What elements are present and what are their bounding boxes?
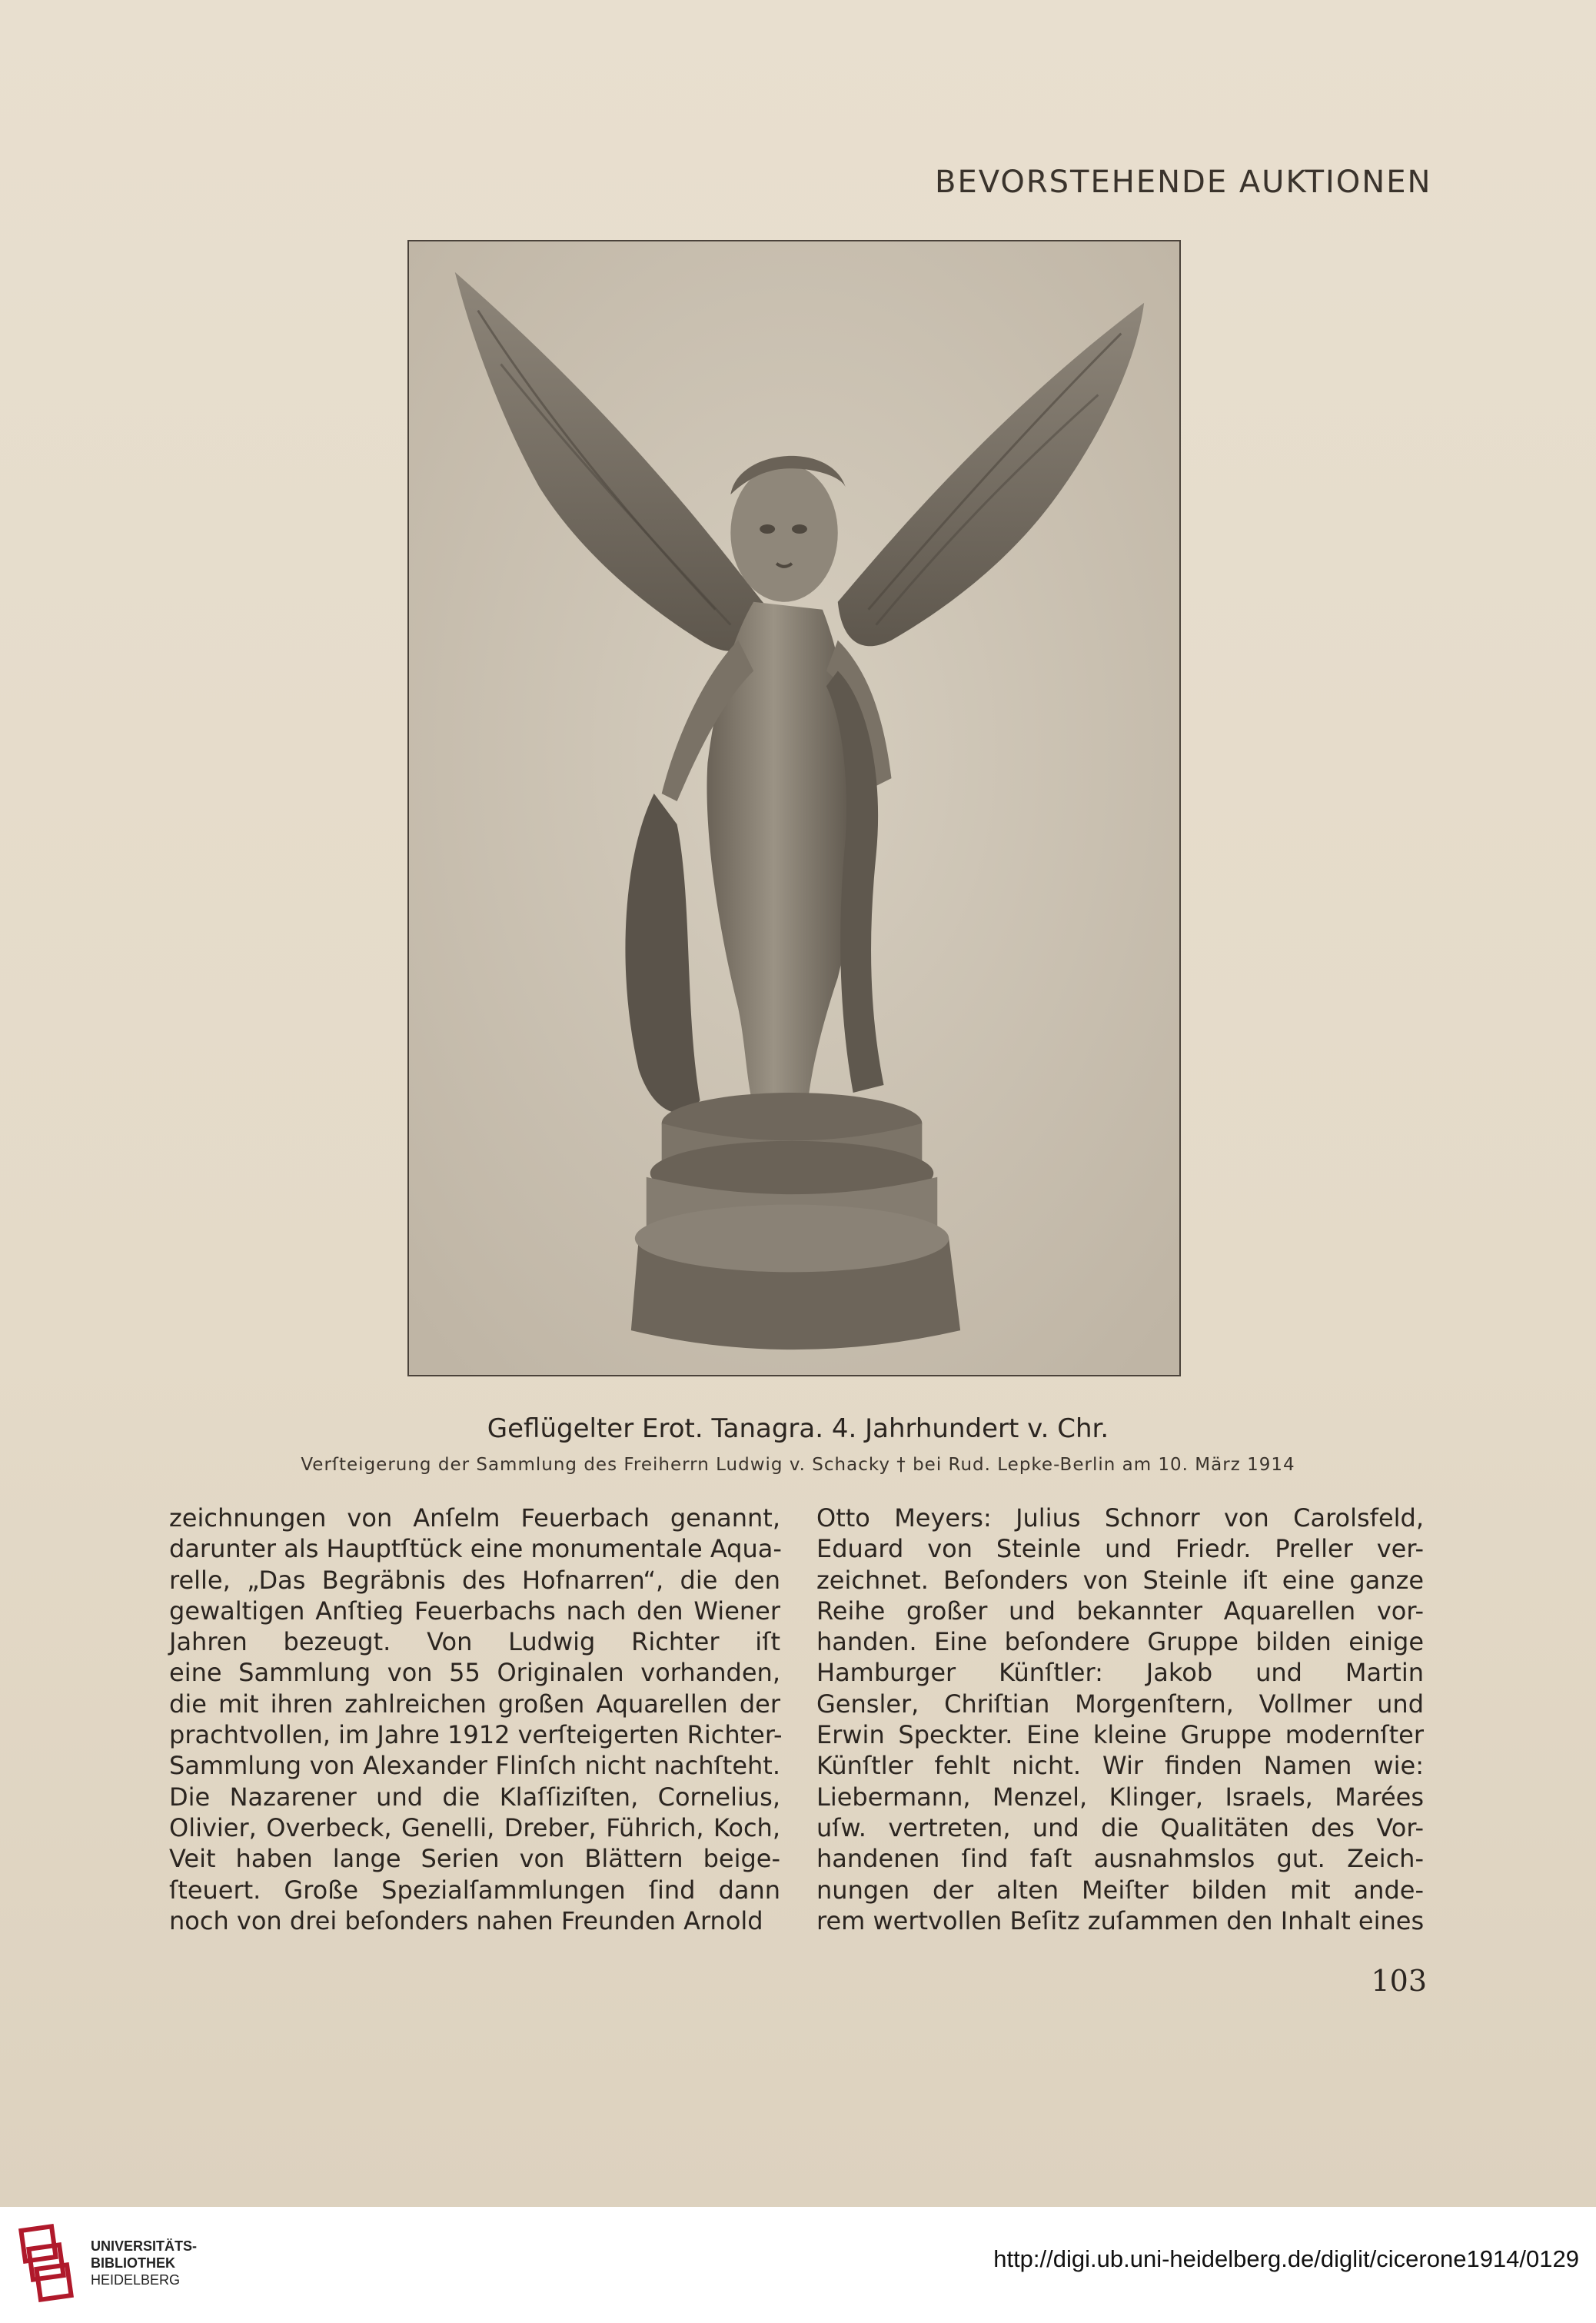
text-line: eine Sammlung von 55 Originalen vorhanden, xyxy=(169,1658,780,1688)
text-line: uſw. vertreten, und die Qualitäten des Vor- xyxy=(816,1812,1424,1842)
text-line: handenen ſind faſt ausnahmslos gut. Zeich- xyxy=(816,1844,1424,1874)
text-line: relle, „Das Begräbnis des Hofnarren“, die den xyxy=(169,1565,780,1595)
running-head: BEVORSTEHENDE AUKTIONEN xyxy=(935,165,1432,200)
digitization-footer xyxy=(0,2207,1596,2323)
text-line: noch von drei beſonders nahen Freunden Arnold xyxy=(169,1905,763,1935)
text-line: prachtvollen, im Jahre 1912 verſteigerten Richter- xyxy=(169,1720,783,1750)
university-library-logo-icon xyxy=(15,2224,80,2308)
text-line: handen. Eine beſondere Gruppe bilden einige xyxy=(816,1627,1424,1657)
permalink-url[interactable]: http://digi.ub.uni-heidelberg.de/diglit/cicerone1914/0129 xyxy=(993,2245,1579,2272)
text-line: Liebermann, Menzel, Klinger, Israels, Marées xyxy=(816,1782,1424,1812)
text-line: Die Nazarener und die Klaſſiziſten, Cornelius, xyxy=(169,1782,780,1812)
library-name-line: UNIVERSITÄTS- xyxy=(91,2238,198,2254)
body-column-right xyxy=(816,1503,1424,1936)
text-line: zeichnet. Beſonders von Steinle iſt eine ganze xyxy=(816,1565,1424,1595)
text-line: die mit ihren zahlreichen großen Aquarellen der xyxy=(169,1689,780,1719)
library-name-line: BIBLIOTHEK xyxy=(91,2255,175,2271)
text-line: nungen der alten Meiſter bilden mit ande- xyxy=(816,1875,1424,1905)
text-line: Erwin Speckter. Eine kleine Gruppe modernſter xyxy=(816,1720,1424,1750)
text-line: Veit haben lange Serien von Blättern beige- xyxy=(169,1844,780,1874)
text-line: zeichnungen von Anſelm Feuerbach genannt, xyxy=(169,1503,780,1533)
text-line: Reihe großer und bekannter Aquarellen vor- xyxy=(816,1596,1424,1626)
figure-caption: Geflügelter Erot. Tanagra. 4. Jahrhundert v. Chr. xyxy=(487,1413,1109,1444)
text-line: Olivier, Overbeck, Genelli, Dreber, Führich, Koch, xyxy=(169,1812,780,1842)
text-line: gewaltigen Anſtieg Feuerbachs nach den Wiener xyxy=(169,1596,780,1626)
text-line: Hamburger Künſtler: Jakob und Martin xyxy=(816,1658,1424,1688)
winged-eros-statue-image xyxy=(409,241,1179,1375)
figure-credit-line: Verſteigerung der Sammlung des Freiherrn Ludwig v. Schacky † bei Rud. Lepke-Berlin am 10. März 1914 xyxy=(301,1455,1295,1475)
body-column-left xyxy=(169,1503,783,1936)
text-line: Gensler, Chriſtian Morgenſtern, Vollmer und xyxy=(816,1689,1424,1719)
text-line: Sammlung von Alexander Flinſch nicht nachſteht. xyxy=(169,1751,780,1781)
text-line: Eduard von Steinle und Friedr. Preller ver- xyxy=(816,1534,1424,1564)
text-line: darunter als Hauptſtück eine monumentale Aqua- xyxy=(169,1534,782,1564)
text-line: Otto Meyers: Julius Schnorr von Carolsfeld, xyxy=(816,1503,1424,1533)
text-line: Jahren bezeugt. Von Ludwig Richter iſt xyxy=(169,1627,780,1657)
library-name xyxy=(91,2238,197,2288)
library-name-line: HEIDELBERG xyxy=(91,2272,181,2288)
text-line: rem wertvollen Beſitz zuſammen den Inhalt eines xyxy=(816,1905,1425,1935)
figure-photograph xyxy=(407,240,1181,1376)
text-line: Künſtler fehlt nicht. Wir finden Namen wie: xyxy=(816,1751,1424,1781)
page-number: 103 xyxy=(1371,1964,1427,1998)
text-line: ſteuert. Große Spezialſammlungen ſind dann xyxy=(169,1875,780,1905)
